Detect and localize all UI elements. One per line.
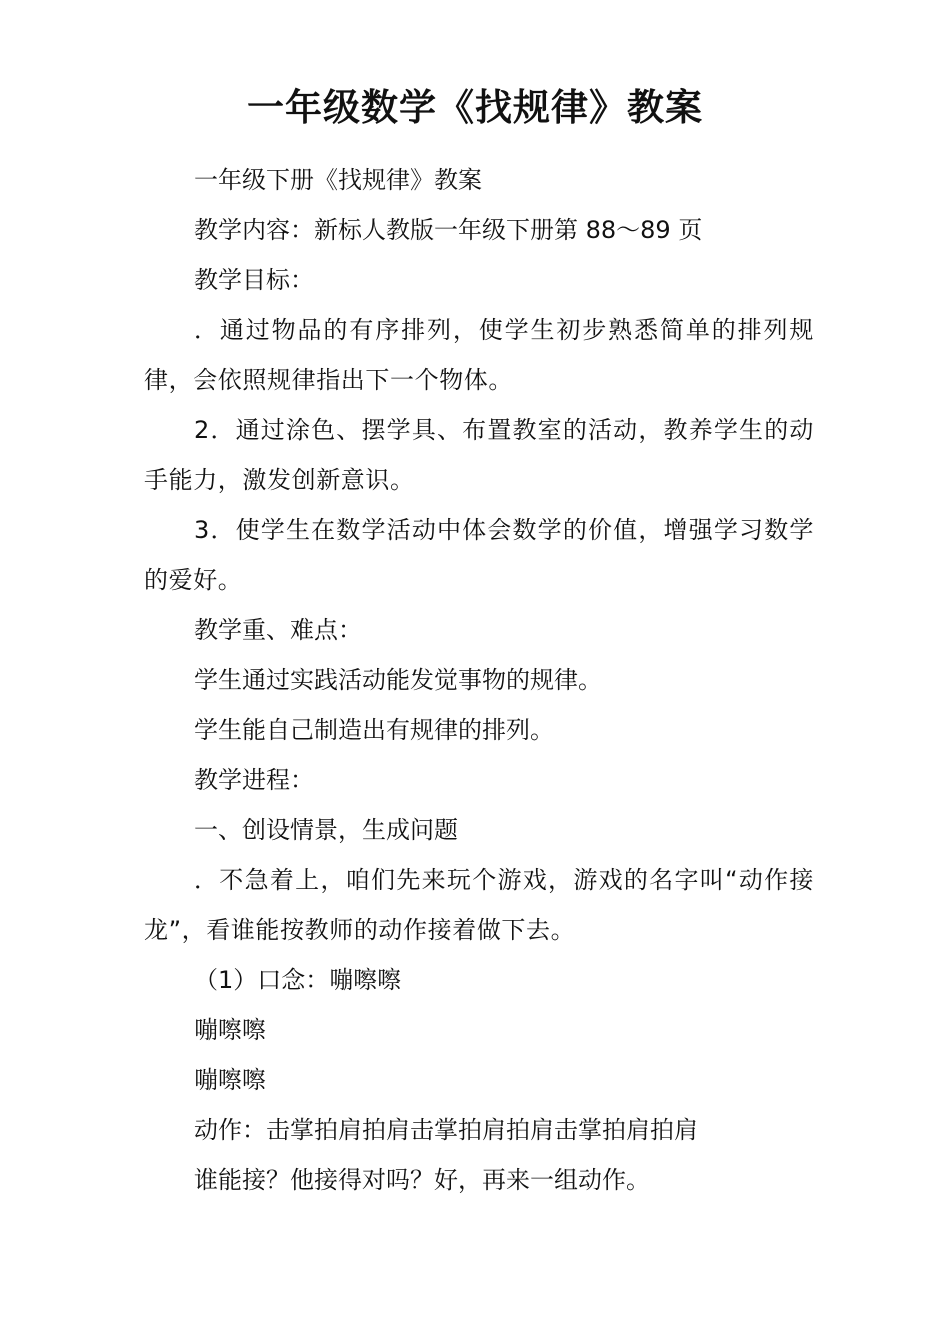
goal-3-paragraph: 3．使学生在数学活动中体会数学的价值，增强学习数学的爱好。 — [144, 516, 814, 594]
question-line: 谁能接？他接得对吗？好，再来一组动作。 — [194, 1166, 650, 1194]
section-1-heading: 一、创设情景，生成问题 — [194, 816, 458, 844]
teaching-goals-heading: 教学目标： — [194, 266, 314, 294]
chant-line-1: （1）口念：嘣嚓嚓 — [194, 966, 402, 994]
goal-1-paragraph: ．通过物品的有序排列，使学生初步熟悉简单的排列规律，会依照规律指出下一个物体。 — [144, 316, 814, 394]
process-heading: 教学进程： — [194, 766, 314, 794]
document-body — [144, 155, 814, 1205]
document-title: 一年级数学《找规律》教案 — [247, 86, 703, 129]
key-point-1-line: 学生通过实践活动能发觉事物的规律。 — [194, 666, 602, 694]
chant-line-2: 嘣嚓嚓 — [194, 1016, 266, 1044]
key-points-heading: 教学重、难点： — [194, 616, 362, 644]
teaching-content-line: 教学内容：新标人教版一年级下册第 88～89 页 — [194, 216, 703, 244]
action-line: 动作：击掌拍肩拍肩击掌拍肩拍肩击掌拍肩拍肩 — [194, 1116, 698, 1144]
goal-2-paragraph: 2．通过涂色、摆学具、布置教室的活动，教养学生的动手能力，激发创新意识。 — [144, 416, 814, 494]
key-point-2-line: 学生能自己制造出有规律的排列。 — [194, 716, 554, 744]
subtitle-line: 一年级下册《找规律》教案 — [194, 166, 482, 194]
game-intro-paragraph: ．不急着上，咱们先来玩个游戏，游戏的名字叫“动作接龙”，看谁能按教师的动作接着做下去。 — [144, 866, 814, 944]
chant-line-3: 嘣嚓嚓 — [194, 1066, 266, 1094]
